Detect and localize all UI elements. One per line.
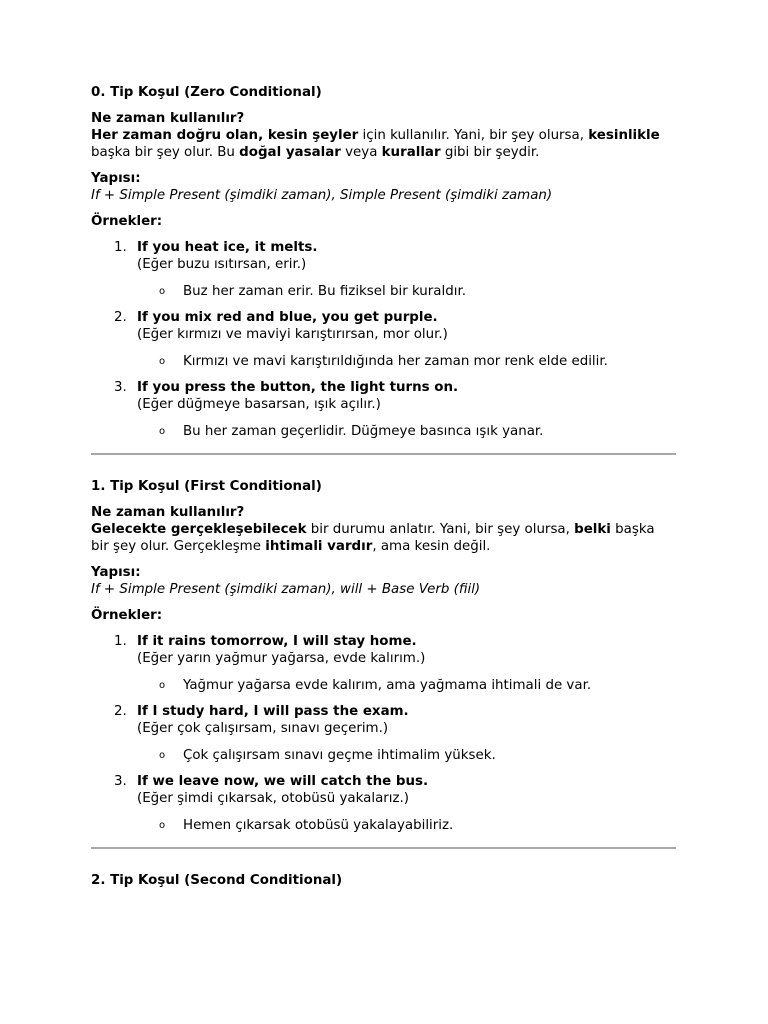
example-note xyxy=(137,283,676,300)
usage-text xyxy=(91,127,676,161)
list-number: 2. xyxy=(114,310,127,325)
example-sentence: If it rains tomorrow, I will stay home. xyxy=(137,634,417,649)
section-second-conditional xyxy=(91,872,676,898)
usage-label: Ne zaman kullanılır? xyxy=(91,505,245,520)
section-title: 2. Tip Koşul (Second Conditional) xyxy=(91,873,343,888)
note-text: Çok çalışırsam sınavı geçme ihtimalim yüksek. xyxy=(183,748,496,763)
note-text: Hemen çıkarsak otobüsü yakalayabiliriz. xyxy=(183,818,454,833)
list-item xyxy=(91,309,676,370)
list-item xyxy=(91,773,676,834)
list-number: 2. xyxy=(114,704,127,719)
bullet-icon: o xyxy=(159,286,166,297)
note-text: Buz her zaman erir. Bu fiziksel bir kuraldır. xyxy=(183,284,466,299)
example-sentence: If you heat ice, it melts. xyxy=(137,240,318,255)
structure-block xyxy=(91,564,676,598)
bullet-icon: o xyxy=(159,426,166,437)
body-text: başka bir şey olur. Bu xyxy=(91,145,240,160)
example-note xyxy=(137,747,676,764)
structure-block xyxy=(91,170,676,204)
structure-label: Yapısı: xyxy=(91,171,141,186)
body-text: gibi bir şeydir. xyxy=(440,145,540,160)
usage-block xyxy=(91,504,676,555)
examples-list xyxy=(91,633,676,834)
example-translation: (Eğer kırmızı ve maviyi karıştırırsan, mor olur.) xyxy=(137,327,448,342)
emphasis-text: doğal yasalar xyxy=(239,145,341,160)
list-number: 1. xyxy=(114,634,127,649)
example-sentence: If I study hard, I will pass the exam. xyxy=(137,704,409,719)
section-divider xyxy=(91,453,676,455)
bullet-icon: o xyxy=(159,356,166,367)
bullet-icon: o xyxy=(159,680,166,691)
bullet-icon: o xyxy=(159,820,166,831)
structure-formula: If + Simple Present (şimdiki zaman), will + Base Verb (fiil) xyxy=(91,582,481,597)
body-text: için kullanılır. Yani, bir şey olursa, xyxy=(358,128,589,143)
emphasis-text: Her zaman doğru olan, kesin şeyler xyxy=(91,128,359,143)
structure-formula: If + Simple Present (şimdiki zaman), Simple Present (şimdiki zaman) xyxy=(91,188,553,203)
emphasis-text: ihtimali vardır xyxy=(265,539,373,554)
example-sentence: If we leave now, we will catch the bus. xyxy=(137,774,429,789)
example-note xyxy=(137,677,676,694)
list-number: 1. xyxy=(114,240,127,255)
examples-label: Örnekler: xyxy=(91,608,163,623)
section-first-conditional xyxy=(91,478,676,843)
note-text: Yağmur yağarsa evde kalırım, ama yağmama ihtimali de var. xyxy=(183,678,592,693)
list-number: 3. xyxy=(114,774,127,789)
example-translation: (Eğer çok çalışırsam, sınavı geçerim.) xyxy=(137,721,389,736)
usage-block xyxy=(91,110,676,161)
example-translation: (Eğer buzu ısıtırsan, erir.) xyxy=(137,257,307,272)
example-translation: (Eğer şimdi çıkarsak, otobüsü yakalarız.) xyxy=(137,791,410,806)
example-note xyxy=(137,353,676,370)
list-number: 3. xyxy=(114,380,127,395)
body-text: veya xyxy=(340,145,382,160)
list-item xyxy=(91,703,676,764)
section-title: 0. Tip Koşul (Zero Conditional) xyxy=(91,85,322,100)
emphasis-text: kurallar xyxy=(381,145,441,160)
emphasis-text: Gelecekte gerçekleşebilecek xyxy=(91,522,307,537)
examples-list xyxy=(91,239,676,440)
example-sentence: If you press the button, the light turns on. xyxy=(137,380,459,395)
bullet-icon: o xyxy=(159,750,166,761)
section-divider xyxy=(91,847,676,849)
example-note xyxy=(137,817,676,834)
body-text: bir durumu anlatır. Yani, bir şey olursa, xyxy=(306,522,575,537)
list-item xyxy=(91,239,676,300)
list-item xyxy=(91,633,676,694)
note-text: Kırmızı ve mavi karıştırıldığında her zaman mor renk elde edilir. xyxy=(183,354,608,369)
note-text: Bu her zaman geçerlidir. Düğmeye basınca ışık yanar. xyxy=(183,424,544,439)
usage-text xyxy=(91,521,676,555)
usage-label: Ne zaman kullanılır? xyxy=(91,111,245,126)
section-zero-conditional xyxy=(91,84,676,449)
example-translation: (Eğer yarın yağmur yağarsa, evde kalırım.) xyxy=(137,651,426,666)
emphasis-text: belki xyxy=(574,522,611,537)
examples-label: Örnekler: xyxy=(91,214,163,229)
example-translation: (Eğer düğmeye basarsan, ışık açılır.) xyxy=(137,397,381,412)
section-title: 1. Tip Koşul (First Conditional) xyxy=(91,479,322,494)
example-sentence: If you mix red and blue, you get purple. xyxy=(137,310,438,325)
emphasis-text: kesinlikle xyxy=(588,128,660,143)
example-note xyxy=(137,423,676,440)
structure-label: Yapısı: xyxy=(91,565,141,580)
body-text: başka bir şey olur. Gerçekleşme xyxy=(91,522,655,554)
body-text: , ama kesin değil. xyxy=(372,539,491,554)
list-item xyxy=(91,379,676,440)
